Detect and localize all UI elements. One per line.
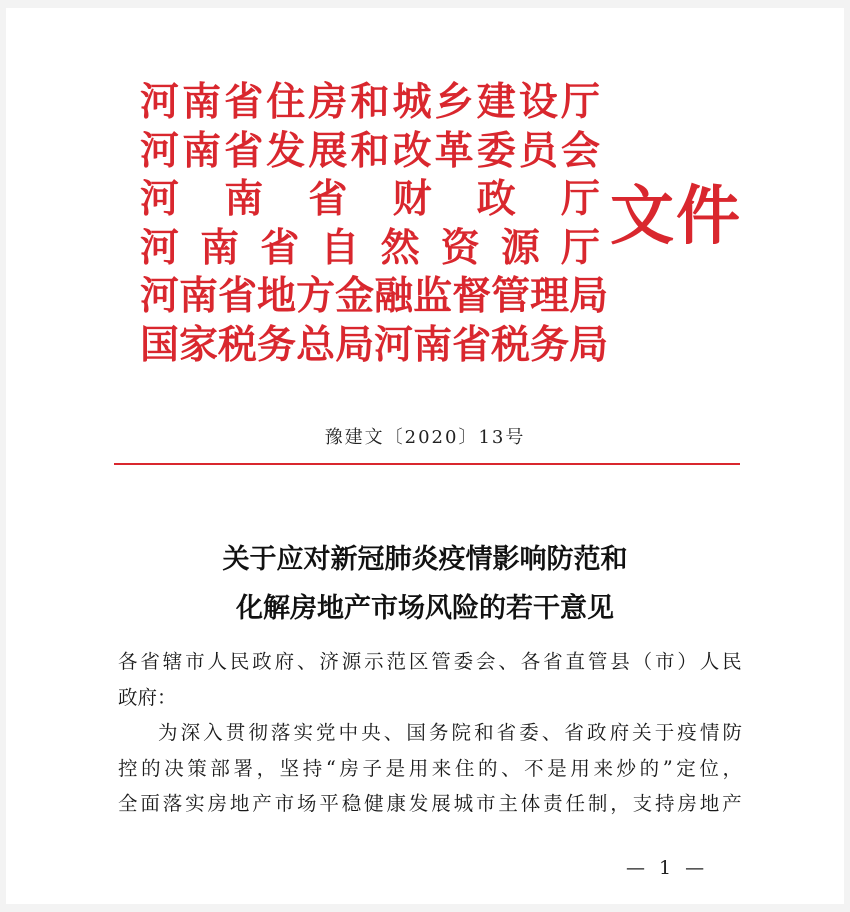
body-line: 各 省 辖 市 人 民 政 府 、 济 源 示 范 区 管 委 会 、 各 省 直 管 县 （ 市 ） 人 民: [118, 650, 742, 673]
document-page: [6, 8, 844, 904]
body-line: 全 面 落 实 房 地 产 市 场 平 稳 健 康 发 展 城 市 主 体 责 任 制 ， 支 持 房 地 产: [118, 792, 742, 815]
issuer-line: 河 南 省 自 然 资 源 厅: [140, 224, 600, 271]
body-line: 政府：: [118, 685, 177, 709]
document-body: [118, 644, 742, 822]
title-line-1: 关于应对新冠肺炎疫情影响防范和: [222, 544, 628, 575]
document-title: [6, 535, 844, 633]
body-line: 控 的 决 策 部 署 ， 坚 持 “ 房 子 是 用 来 住 的 、 不 是 用 来 炒 的 ” 定 位 ，: [118, 756, 742, 780]
issuer-line: 河 南 省 发 展 和 改 革 委 员 会: [140, 127, 600, 174]
issuer-line: 河 南 省 住 房 和 城 乡 建 设 厅: [140, 79, 600, 125]
body-line: 为 深 入 贯 彻 落 实 党 中 央 、 国 务 院 和 省 委 、 省 政 府 关 于 疫 情 防: [158, 721, 742, 744]
issuer-line: 河 南 省 地 方 金 融 监 督 管 理 局: [140, 273, 609, 319]
page-number: — 1 —: [626, 857, 709, 879]
title-line-2: 化解房地产市场风险的若干意见: [236, 593, 614, 624]
document-number: 豫建文〔2020〕13号: [324, 427, 526, 448]
red-divider: [114, 463, 740, 465]
issuer-line: 国 家 税 务 总 局 河 南 省 税 务 局: [140, 321, 609, 368]
file-label: 文件: [610, 179, 742, 254]
issuer-list: [140, 78, 609, 369]
issuer-line: 河 南 省 财 政 厅: [140, 176, 600, 222]
